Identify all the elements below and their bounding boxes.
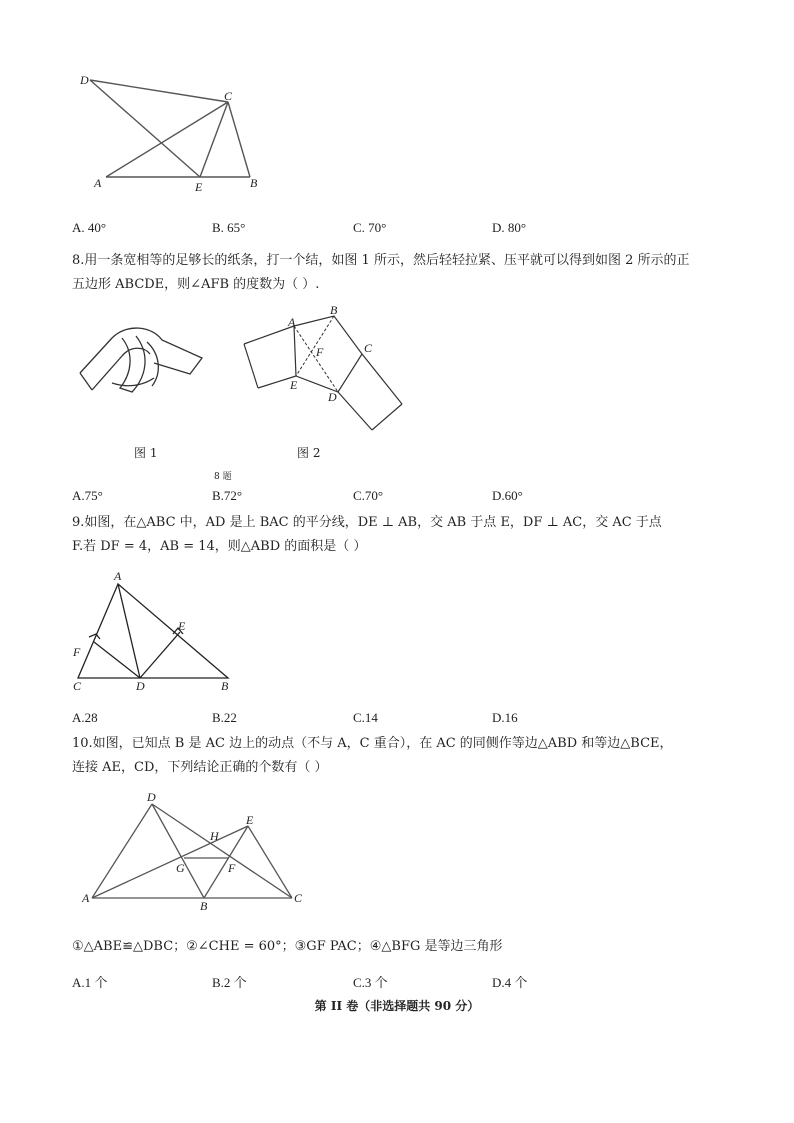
section-title: 第 II 卷（非选择题共 90 分） (314, 999, 480, 1013)
q10-figure (80, 790, 312, 914)
q8-option-b: B.72° (212, 488, 243, 503)
q10-option-c: C.3 个 (353, 975, 388, 990)
q8-fig2-caption: 图 2 (297, 446, 321, 460)
q7-label-c: C (224, 89, 233, 103)
q7-label-d: D (80, 73, 89, 87)
q10-label-h: H (210, 829, 219, 843)
q8-option-a: A.75° (72, 488, 103, 503)
q9-stem-line2: F.若 DF = 4，AB = 14，则△ABD 的面积是（ ） (72, 539, 367, 554)
q10-label-c: C (294, 891, 303, 905)
q10-label-e: E (246, 813, 254, 827)
q9-label-c: C (73, 679, 82, 693)
q8-option-c: C.70° (353, 488, 384, 503)
q7-label-e: E (195, 180, 203, 194)
q7-option-a: A. 40° (72, 220, 107, 235)
q8-label-b: B (330, 304, 338, 317)
q9-label-a: A (114, 569, 122, 583)
q7-label-a: A (94, 176, 102, 190)
q10-label-f: F (228, 861, 236, 875)
q8-label-a: A (288, 315, 296, 329)
q10-conclusions: ①△ABE≌△DBC；②∠CHE = 60°；③GF PAC；④△BFG 是等边三角形 (72, 939, 503, 954)
q10-stem-line1: 10.如图，已知点 B 是 AC 边上的动点（不与 A，C 重合），在 AC 的同侧作等边△ABD 和等边△BCE， (72, 736, 673, 751)
q9-option-d: D.16 (492, 710, 518, 725)
q8-option-d: D.60° (492, 488, 523, 503)
q9-option-b: B.22 (212, 710, 237, 725)
q8-label-f: F (316, 345, 324, 359)
q8-figure-1-knot (72, 318, 212, 398)
q10-stem-line2: 连接 AE，CD，下列结论正确的个数有（ ） (72, 760, 328, 775)
q9-label-b: B (221, 679, 229, 693)
q8-label-e: E (290, 378, 298, 392)
q9-option-a: A.28 (72, 710, 98, 725)
q8-fig1-caption: 图 1 (134, 446, 158, 460)
q7-figure (70, 62, 270, 198)
q8-figure-2-pentagon (238, 304, 408, 434)
q9-stem-line1: 9.如图，在△ABC 中，AD 是上 BAC 的平分线，DE ⊥ AB，交 AB 于点 E，DF ⊥ AC，交 AC 于点 (72, 515, 662, 530)
q7-option-d: D. 80° (492, 220, 527, 235)
q9-label-d: D (136, 679, 145, 693)
q7-label-b: B (250, 176, 258, 190)
q8-label-c: C (364, 341, 373, 355)
q9-label-f: F (73, 645, 81, 659)
q9-label-e: E (178, 619, 186, 633)
q10-label-a: A (82, 891, 90, 905)
q10-option-b: B.2 个 (212, 975, 247, 990)
q10-option-a: A.1 个 (72, 975, 108, 990)
q9-figure (68, 568, 244, 694)
q9-option-c: C.14 (353, 710, 378, 725)
q10-label-d: D (147, 790, 156, 804)
q8-label-d: D (328, 390, 337, 404)
q10-option-d: D.4 个 (492, 975, 528, 990)
q8-stem-line2: 五边形 ABCDE，则∠AFB 的度数为（ ）. (72, 277, 320, 292)
q10-label-g: G (176, 861, 185, 875)
q7-option-c: C. 70° (353, 220, 387, 235)
q7-option-b: B. 65° (212, 220, 246, 235)
q8-figure-note: 8 题 (214, 472, 232, 482)
q8-stem-line1: 8.用一条宽相等的足够长的纸条，打一个结，如图 1 所示，然后轻轻拉紧、压平就可以得到如图 2 所示的正 (72, 253, 690, 268)
q10-label-b: B (200, 899, 208, 913)
